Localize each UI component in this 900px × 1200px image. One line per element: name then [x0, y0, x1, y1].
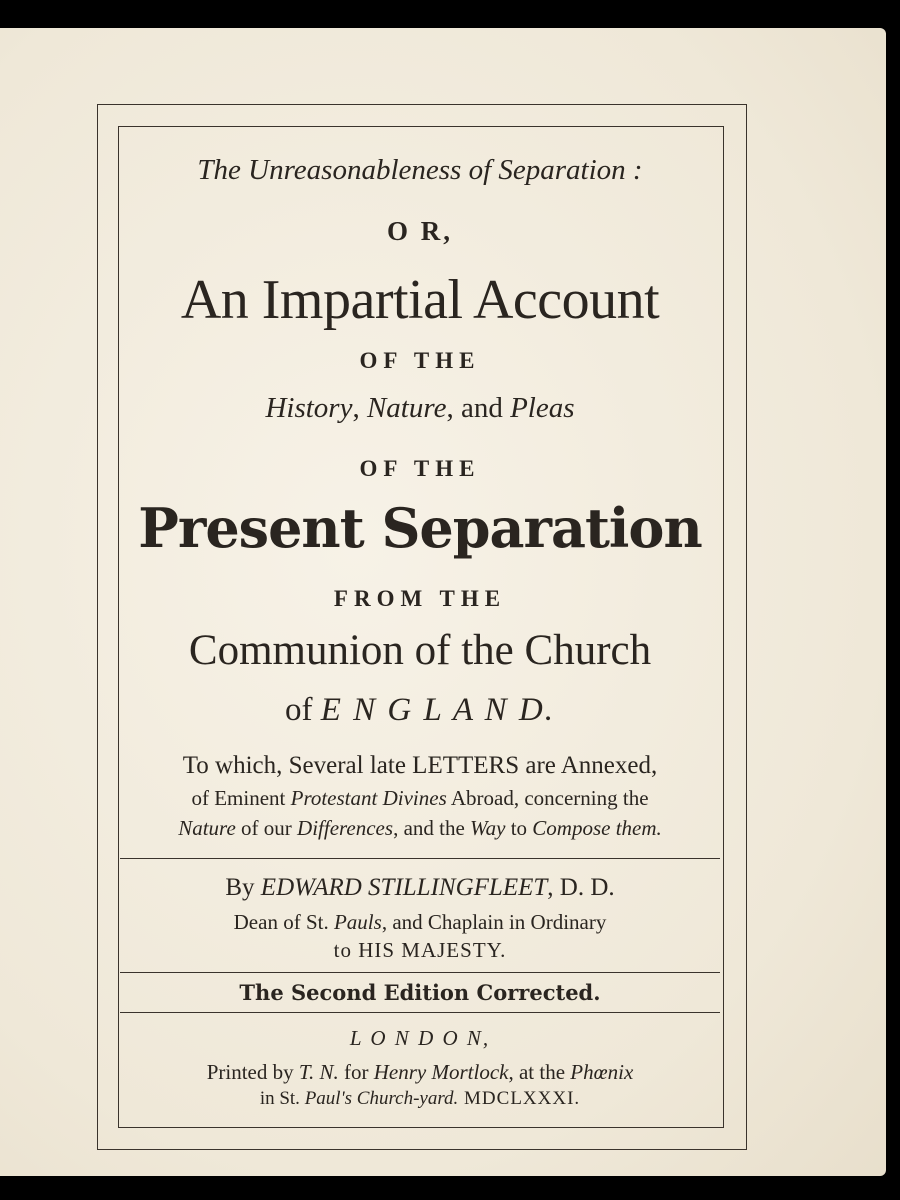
- title-line-unreasonableness: The Unreasonableness of Separation :: [197, 154, 643, 186]
- compose-them: Compose them.: [532, 816, 662, 840]
- author-name: EDWARD STILLINGFLEET: [260, 874, 548, 901]
- by-word: By: [225, 874, 261, 901]
- annex2-text-c: Abroad, concerning the: [446, 786, 649, 810]
- annex3-text-d: , and the: [393, 816, 471, 840]
- dean-text-c: , and Chaplain in Ordinary: [381, 910, 607, 934]
- imprint-date: MDCLXXXI.: [458, 1088, 581, 1109]
- title-line-impartial-account: An Impartial Account: [180, 269, 660, 331]
- title-line-history-nature-pleas: [118, 392, 722, 425]
- edition-line: The Second Edition Corrected.: [239, 980, 601, 1005]
- history-word: History: [265, 392, 353, 424]
- church-text-a: in St.: [259, 1088, 305, 1109]
- printer-initials: T. N.: [298, 1060, 339, 1084]
- pleas-word: Pleas: [510, 392, 575, 424]
- title-line-present-separation: Present Separation: [138, 496, 702, 560]
- annex3-text-b: of our: [235, 816, 298, 840]
- london-line: L O N D O N,: [349, 1026, 491, 1050]
- rule-3: [120, 1012, 720, 1013]
- way-word: Way: [470, 816, 506, 840]
- and-word: , and: [446, 392, 511, 424]
- nature-word-2: Nature: [178, 816, 236, 840]
- title-line-of-the-2: OF THE: [359, 456, 481, 481]
- title-line-communion: Communion of the Church: [188, 627, 652, 674]
- title-line-or: O R,: [387, 216, 453, 246]
- church-yard-line: [118, 1088, 722, 1110]
- of-word: of: [284, 692, 321, 728]
- annex-line-2: [118, 786, 722, 811]
- title-line-of-england: [118, 692, 722, 729]
- printed-text-e: , at the: [508, 1060, 571, 1084]
- differences-word: Differences: [297, 816, 394, 840]
- phoenix-word: Phœnix: [570, 1060, 634, 1084]
- author-line: [118, 874, 722, 902]
- title-page-content: [118, 126, 722, 1126]
- author-degree: , D. D.: [547, 874, 615, 901]
- title-page: [0, 28, 886, 1176]
- rule-2: [120, 972, 720, 973]
- england-word: E N G L A N D.: [320, 692, 556, 728]
- printed-line: [118, 1060, 722, 1085]
- protestant-divines: Protestant Divines: [290, 786, 447, 810]
- annex-line-1: To which, Several late LETTERS are Annexed,: [182, 752, 658, 779]
- title-line-of-the-1: OF THE: [359, 348, 481, 373]
- annex2-text-a: of Eminent: [191, 786, 291, 810]
- majesty-line: to HIS MAJESTY.: [333, 938, 507, 962]
- publisher-name: Henry Mortlock: [373, 1060, 509, 1084]
- rule-1: [120, 858, 720, 859]
- comma-1: ,: [352, 392, 367, 424]
- pauls-word: Pauls: [333, 910, 382, 934]
- printed-text-a: Printed by: [206, 1060, 299, 1084]
- church-yard-word: Paul's Church-yard.: [304, 1088, 459, 1109]
- printed-text-c: for: [338, 1060, 374, 1084]
- nature-word: Nature: [366, 392, 447, 424]
- annex3-text-f: to: [505, 816, 533, 840]
- annex-line-3: [118, 816, 722, 841]
- title-line-from-the: FROM THE: [333, 586, 507, 611]
- dean-text-a: Dean of St.: [233, 910, 334, 934]
- dean-line: [118, 910, 722, 935]
